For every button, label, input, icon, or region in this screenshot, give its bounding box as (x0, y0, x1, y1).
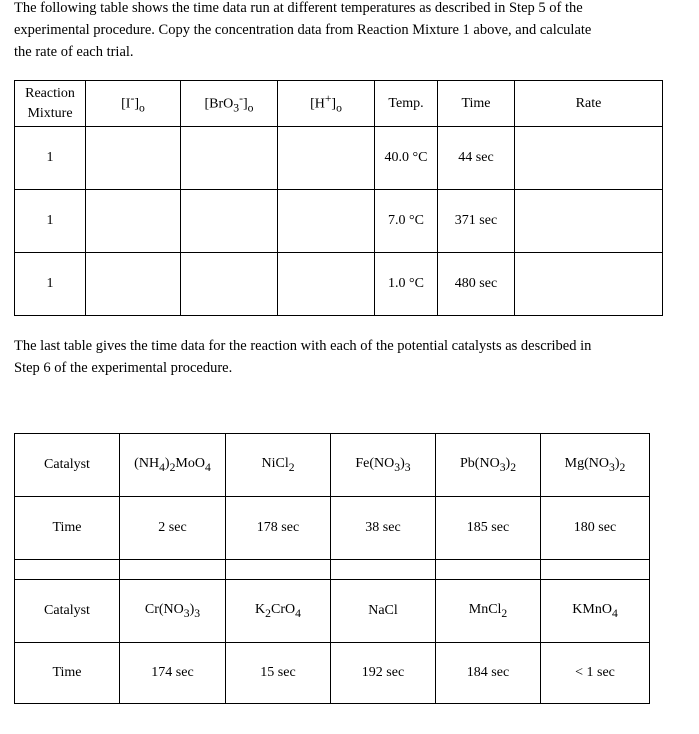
time-row (15, 643, 650, 704)
bromate-cell[interactable] (181, 127, 278, 190)
table-row (15, 190, 663, 253)
mixture-cell: 1 (15, 127, 86, 190)
rate-cell[interactable] (515, 127, 663, 190)
iodide-cell[interactable] (86, 127, 181, 190)
time-cell: 480 sec (438, 253, 515, 316)
time-row (15, 497, 650, 560)
spacer-row (15, 560, 650, 580)
temperature-table (14, 80, 663, 316)
catalyst-cell: MnCl$_2$ (436, 580, 541, 643)
proton-cell[interactable] (278, 190, 375, 253)
catalyst-row (15, 580, 650, 643)
header-temp: Temp. (375, 81, 438, 127)
time-label: Time (15, 497, 120, 560)
header-mixture: Reaction Mixture (15, 81, 86, 127)
time-cell: 174 sec (120, 643, 226, 704)
mixture-cell: 1 (15, 190, 86, 253)
catalyst-cell: $Fe(NO_3)_3$ (331, 434, 436, 497)
time-cell: 192 sec (331, 643, 436, 704)
iodide-cell[interactable] (86, 253, 181, 316)
iodide-cell[interactable] (86, 190, 181, 253)
catalyst-cell: NiCl$_2$ (226, 434, 331, 497)
time-cell: 184 sec (436, 643, 541, 704)
catalyst-cell: $(NH_4)_2MoO_4$ (120, 434, 226, 497)
time-cell: 178 sec (226, 497, 331, 560)
temp-cell: 1.0 °C (375, 253, 438, 316)
time-cell: 15 sec (226, 643, 331, 704)
time-cell: 38 sec (331, 497, 436, 560)
time-cell: 2 sec (120, 497, 226, 560)
header-bromate: $[BrO_3^-]_o$ (181, 81, 278, 127)
bromate-cell[interactable] (181, 253, 278, 316)
header-rate: Rate (515, 81, 663, 127)
header-time: Time (438, 81, 515, 127)
catalyst-label: Catalyst (15, 580, 120, 643)
proton-cell[interactable] (278, 127, 375, 190)
time-label: Time (15, 643, 120, 704)
header-row (15, 81, 663, 127)
time-cell: 185 sec (436, 497, 541, 560)
intro-paragraph: The following table shows the time data run at different temperatures as described in Step 5 of the experimental procedure. Copy the concentration data from Reaction Mixture 1 above, and calculate the rate of each trial. (14, 0, 592, 60)
table-row (15, 253, 663, 316)
catalyst-label: Catalyst (15, 434, 120, 497)
rate-cell[interactable] (515, 190, 663, 253)
catalyst-cell: $Cr(NO_3)_3$ (120, 580, 226, 643)
catalyst-cell: $K_2CrO_4$ (226, 580, 331, 643)
rate-cell[interactable] (515, 253, 663, 316)
bromate-cell[interactable] (181, 190, 278, 253)
temp-cell: 40.0 °C (375, 127, 438, 190)
proton-cell[interactable] (278, 253, 375, 316)
header-iodide: $[I^-]_o$ (86, 81, 181, 127)
mixture-cell: 1 (15, 253, 86, 316)
time-cell: 371 sec (438, 190, 515, 253)
catalyst-row (15, 434, 650, 497)
time-cell: < 1 sec (541, 643, 650, 704)
catalyst-cell: $Mg(NO_3)_2$ (541, 434, 650, 497)
time-cell: 180 sec (541, 497, 650, 560)
header-proton: $[H^+]_o$ (278, 81, 375, 127)
catalyst-intro-paragraph: The last table gives the time data for the reaction with each of the potential catalysts as described in Step 6 of the experimental procedure. (14, 338, 592, 376)
catalyst-cell: $Pb(NO_3)_2$ (436, 434, 541, 497)
time-cell: 44 sec (438, 127, 515, 190)
catalyst-cell: KMnO$_4$ (541, 580, 650, 643)
catalyst-table (14, 433, 650, 704)
catalyst-cell: NaCl (331, 580, 436, 643)
table-row (15, 127, 663, 190)
temp-cell: 7.0 °C (375, 190, 438, 253)
